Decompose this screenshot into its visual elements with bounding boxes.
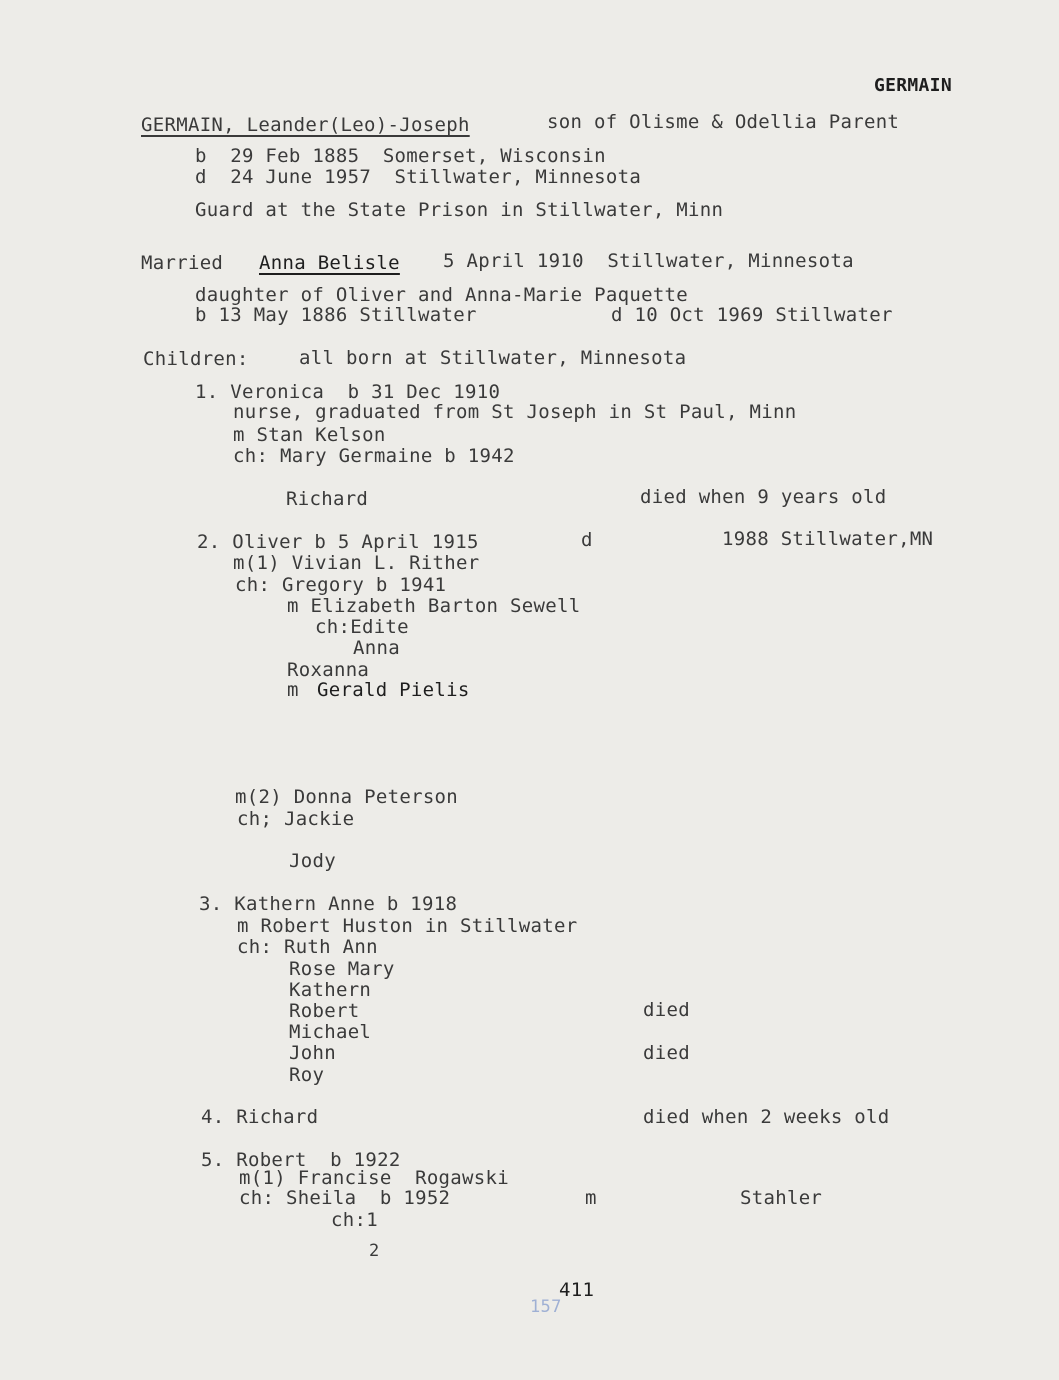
child3-line3: ch: Ruth Ann [237,936,378,958]
child5-line5: 2 [369,1241,380,1261]
child3-line1: 3. Kathern Anne b 1918 [199,893,458,915]
child2-line10: ch; Jackie [237,808,355,830]
occupation-line: Guard at the State Prison in Stillwater, Minn [195,199,724,221]
child2-line8-name: Gerald Pielis [317,679,470,701]
married-label: Married [141,252,224,274]
child3-line4: Rose Mary [289,958,395,980]
child1-line4: ch: Mary Germaine b 1942 [233,445,515,467]
child2-line5: ch:Edite [315,616,409,638]
child3-line8: John [289,1042,336,1064]
child3-line2: m Robert Huston in Stillwater [237,915,578,937]
child1-line3: m Stan Kelson [233,424,386,446]
child1-line2: nurse, graduated from St Joseph in St Paul, Minn [233,401,797,423]
child5-line2: m(1) Francise Rogawski [239,1167,509,1189]
child5-line3: ch: Sheila b 1952 [239,1187,451,1209]
death-line: d 24 June 1957 Stillwater, Minnesota [195,166,642,188]
subject-name: GERMAIN, Leander(Leo)-Joseph [141,114,470,136]
child3-line9: Roy [289,1064,325,1086]
child2-death-d: d [581,529,593,551]
child2-line8-m: m [287,679,299,701]
page-number: 411 [559,1279,595,1301]
spouse-birth: b 13 May 1886 Stillwater [195,304,477,326]
child3-line6: Robert [289,1000,360,1022]
child4-line1: 4. Richard [201,1106,319,1128]
child4-note: died when 2 weeks old [643,1106,890,1128]
child2-line11: Jody [289,850,336,872]
spouse-parents: daughter of Oliver and Anna-Marie Paquette [195,284,689,306]
birth-line: b 29 Feb 1885 Somerset, Wisconsin [195,145,606,167]
child3-line7: Michael [289,1021,372,1043]
child3-line5: Kathern [289,979,372,1001]
child2-line7: Roxanna [287,659,370,681]
child5-line1: 5. Robert b 1922 [201,1149,401,1171]
subject-parents: son of Olisme & Odellia Parent [547,111,900,133]
child2-line1: 2. Oliver b 5 April 1915 [197,531,479,553]
stamp-number: 157 [530,1297,562,1317]
child3-line6-note: died [643,999,690,1021]
spouse-name: Anna Belisle [259,252,400,274]
child2-line2: m(1) Vivian L. Rither [233,552,480,574]
child3-line8-note: died [643,1042,690,1064]
children-label: Children: [143,348,249,370]
surname-heading: GERMAIN [874,75,952,96]
child1-line1: 1. Veronica b 31 Dec 1910 [195,381,501,403]
marriage-details: 5 April 1910 Stillwater, Minnesota [443,250,854,272]
child5-line3-m: m [585,1187,597,1209]
child2-line6: Anna [353,637,400,659]
child1-line5: Richard [286,488,369,510]
spouse-death: d 10 Oct 1969 Stillwater [611,304,893,326]
child5-line3-spouse: Stahler [740,1187,823,1209]
child2-death-info: 1988 Stillwater,MN [722,528,934,550]
child1-line5-note: died when 9 years old [640,486,887,508]
children-note: all born at Stillwater, Minnesota [299,347,687,369]
child2-line4: m Elizabeth Barton Sewell [287,595,581,617]
child5-line4: ch:1 [331,1209,378,1231]
child2-line9: m(2) Donna Peterson [235,786,459,808]
child2-line3: ch: Gregory b 1941 [235,574,447,596]
